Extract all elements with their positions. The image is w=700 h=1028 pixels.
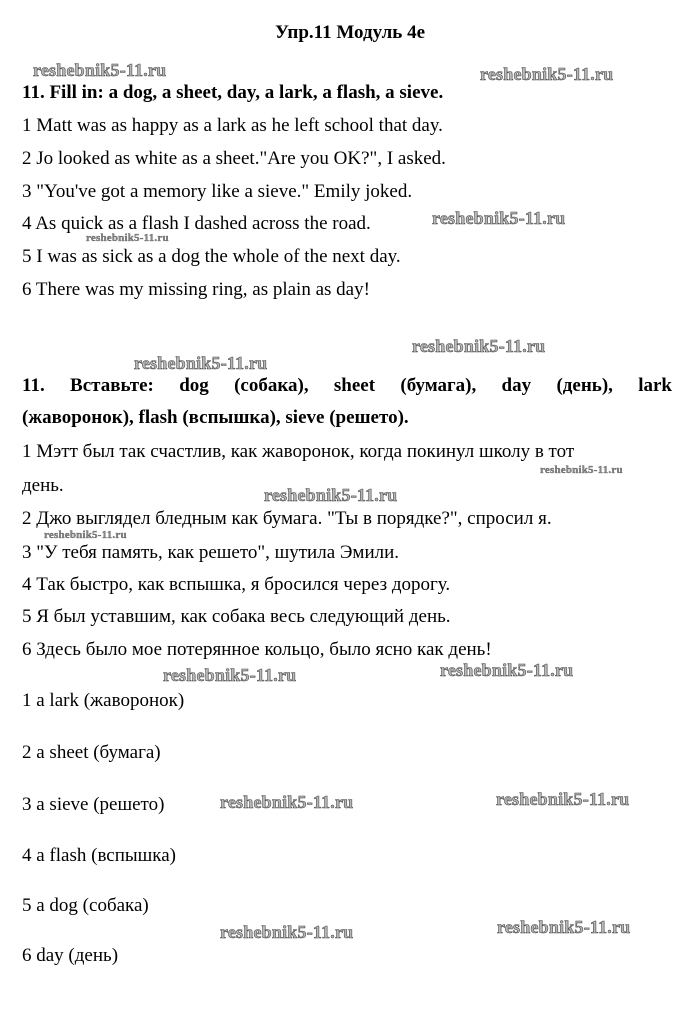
watermark: reshebnik5-11.ru [540, 464, 623, 476]
russian-line-2: 2 Джо выглядел бледным как бумага. "Ты в порядке?", спросил я. [22, 508, 552, 529]
page-title: Упр.11 Модуль 4е [274, 22, 425, 43]
english-line-3: 3 "You've got a memory like a sieve." Emily joked. [22, 181, 413, 202]
watermark: reshebnik5-11.ru [220, 792, 354, 812]
watermark: reshebnik5-11.ru [163, 665, 297, 685]
russian-line-6: 6 Здесь было мое потерянное кольцо, было ясно как день! [22, 639, 492, 660]
russian-line-5: 5 Я был уставшим, как собака весь следующий день. [22, 606, 451, 627]
english-line-6: 6 There was my missing ring, as plain as day! [22, 279, 370, 300]
russian-heading-line-1: 11. Вставьте: dog (собака), sheet (бумага), day (день), lark [22, 375, 672, 396]
russian-line-4: 4 Так быстро, как вспышка, я бросился через дорогу. [22, 574, 451, 595]
english-line-4: 4 As quick as a flash I dashed across the road. [22, 213, 371, 234]
watermark: reshebnik5-11.ru [33, 60, 167, 80]
answer-3: 3 a sieve (решето) [22, 794, 165, 815]
russian-line-1a: 1 Мэтт был так счастлив, как жаворонок, когда покинул школу в тот [22, 441, 575, 462]
answer-6: 6 day (день) [22, 945, 119, 966]
watermark: reshebnik5-11.ru [412, 336, 546, 356]
watermark: reshebnik5-11.ru [432, 208, 566, 228]
answer-1: 1 a lark (жаворонок) [22, 690, 185, 711]
watermark: reshebnik5-11.ru [134, 353, 268, 373]
watermark: reshebnik5-11.ru [220, 922, 354, 942]
answer-2: 2 a sheet (бумага) [22, 742, 161, 763]
watermark: reshebnik5-11.ru [264, 485, 398, 505]
answer-5: 5 a dog (собака) [22, 895, 149, 916]
watermark: reshebnik5-11.ru [440, 660, 574, 680]
english-line-2: 2 Jo looked as white as a sheet."Are you OK?", I asked. [22, 148, 446, 169]
english-heading: 11. Fill in: a dog, a sheet, day, a lark, a flash, a sieve. [22, 82, 444, 103]
answer-4: 4 a flash (вспышка) [22, 845, 177, 866]
russian-heading-line-2: (жаворонок), flash (вспышка), sieve (решето). [22, 407, 409, 428]
russian-line-1b: день. [22, 475, 64, 496]
watermark: reshebnik5-11.ru [86, 232, 169, 244]
watermark: reshebnik5-11.ru [496, 789, 630, 809]
russian-line-3: 3 "У тебя память, как решето", шутила Эмили. [22, 542, 400, 563]
english-line-5: 5 I was as sick as a dog the whole of the next day. [22, 246, 401, 267]
watermark: reshebnik5-11.ru [480, 64, 614, 84]
watermark: reshebnik5-11.ru [44, 529, 127, 541]
english-line-1: 1 Matt was as happy as a lark as he left school that day. [22, 115, 443, 136]
watermark: reshebnik5-11.ru [497, 917, 631, 937]
